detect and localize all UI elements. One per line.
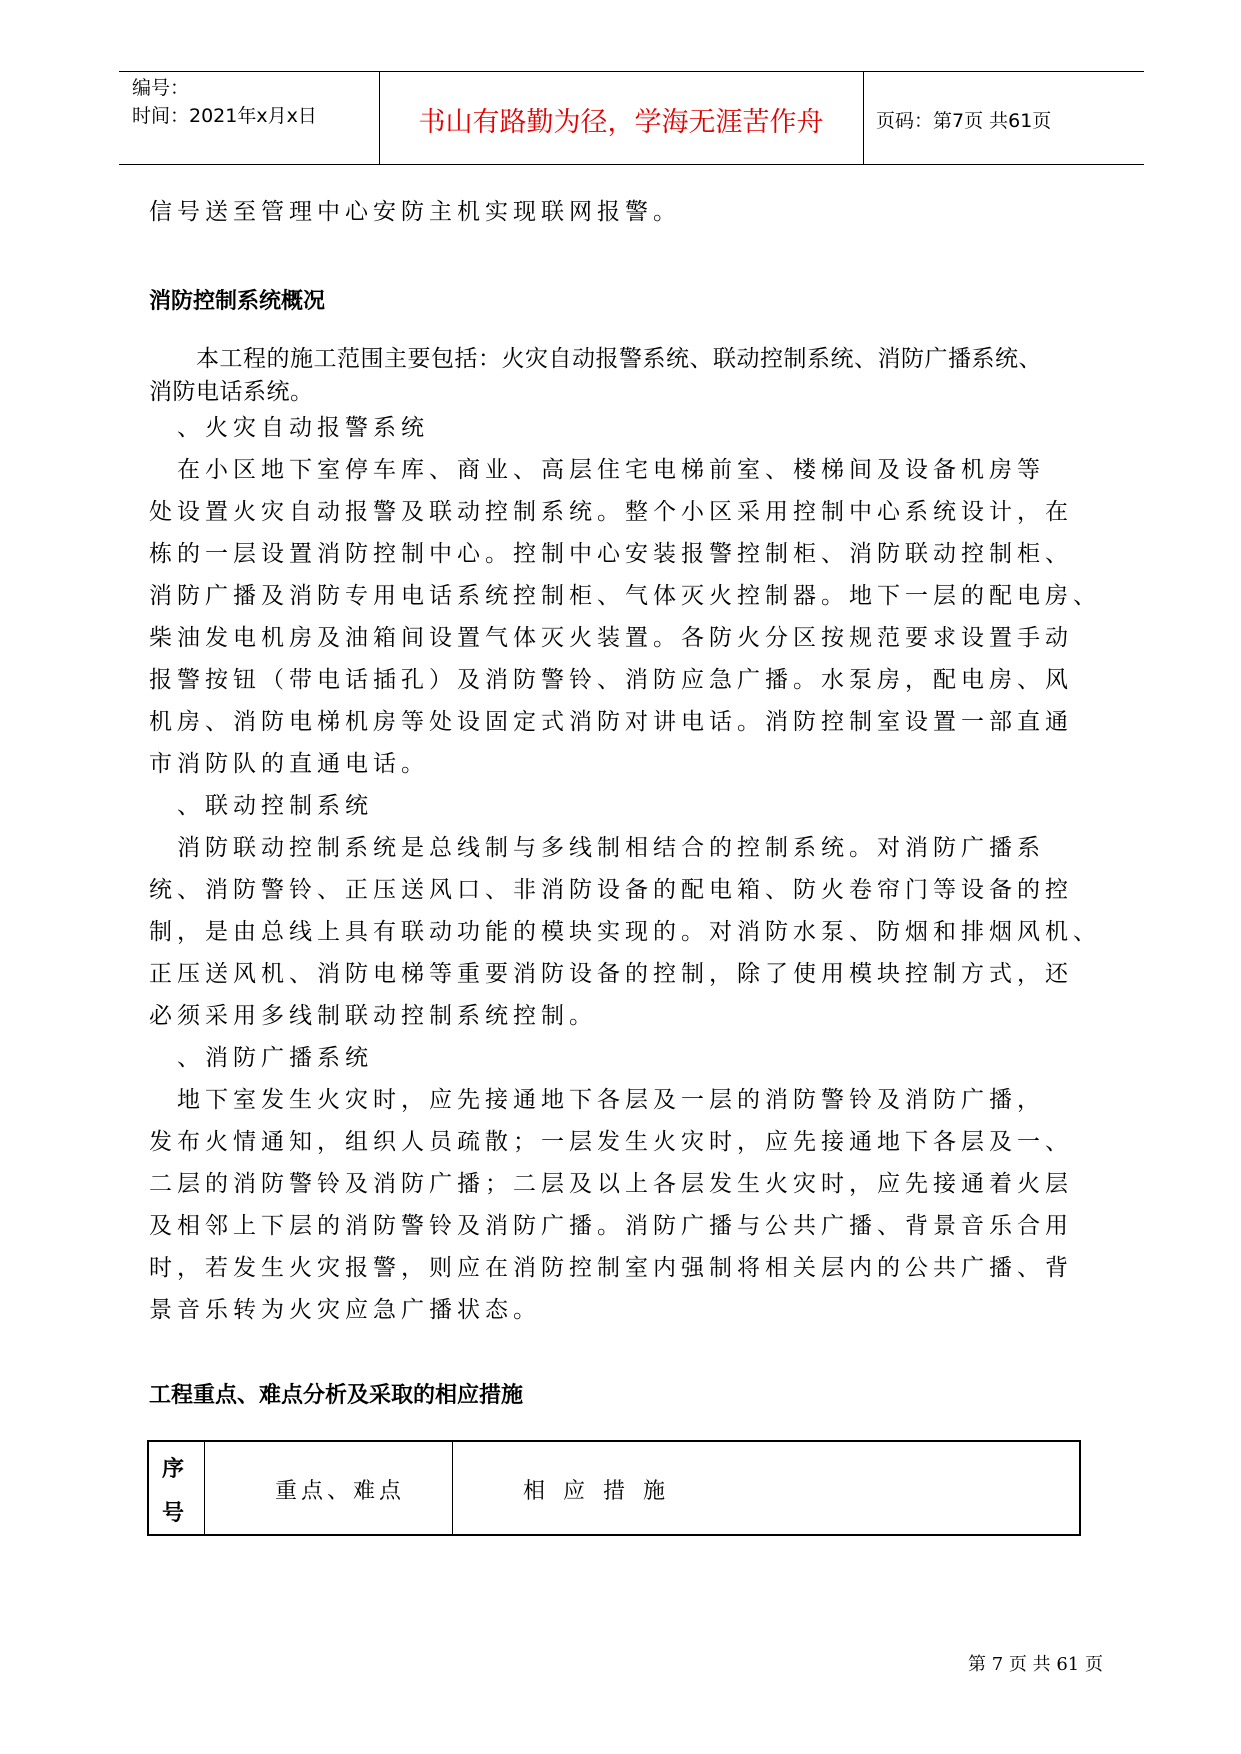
table-column-divider (204, 1442, 205, 1534)
header-bottom-rule (119, 164, 1144, 165)
paragraph-line: 二层的消防警铃及消防广播；二层及以上各层发生火灾时，应先接通着火层 (149, 1171, 1073, 1197)
paragraph-line: 柴油发电机房及油箱间设置气体灭火装置。各防火分区按规范要求设置手动 (149, 625, 1073, 651)
paragraph-line: 时，若发生火灾报警，则应在消防控制室内强制将相关层内的公共广播、背 (149, 1255, 1073, 1281)
page-footer: 第 7 页 共 61 页 (968, 1654, 1103, 1675)
table-header-no-line2: 号 (162, 1501, 185, 1526)
section-heading-key-points: 工程重点、难点分析及采取的相应措施 (149, 1383, 524, 1408)
paragraph-line: 报警按钮（带电话插孔）及消防警铃、消防应急广播。水泵房，配电房、风 (149, 667, 1073, 693)
paragraph-line: 信号送至管理中心安防主机实现联网报警。 (149, 199, 681, 225)
paragraph-line: 正压送风机、消防电梯等重要消防设备的控制，除了使用模块控制方式，还 (149, 961, 1073, 987)
paragraph-line: 景音乐转为火灾应急广播状态。 (149, 1297, 541, 1323)
table-header-no-line1: 序 (162, 1457, 185, 1482)
table-column-divider (452, 1442, 453, 1534)
paragraph-line: 消防广播及消防专用电话系统控制柜、气体灭火控制器。地下一层的配电房、 (149, 583, 1101, 609)
paragraph-line: 在小区地下室停车库、商业、高层住宅电梯前室、楼梯间及设备机房等 (149, 457, 1045, 483)
header-number-label: 编号： (132, 77, 190, 99)
paragraph-line: 栋的一层设置消防控制中心。控制中心安装报警控制柜、消防联动控制柜、 (149, 541, 1073, 567)
paragraph-line: 制，是由总线上具有联动功能的模块实现的。对消防水泵、防烟和排烟风机、 (149, 919, 1101, 945)
paragraph-line: 处设置火灾自动报警及联动控制系统。整个小区采用控制中心系统设计，在 (149, 499, 1073, 525)
table-header-key-points: 重点、难点 (275, 1479, 406, 1504)
subsection-heading: 、火灾自动报警系统 (149, 415, 429, 441)
header-divider-right (863, 71, 864, 164)
paragraph-line: 市消防队的直通电话。 (149, 751, 429, 777)
paragraph-line: 本工程的施工范围主要包括：火灾自动报警系统、联动控制系统、消防广播系统、 (149, 346, 1042, 372)
paragraph-line: 及相邻上下层的消防警铃及消防广播。消防广播与公共广播、背景音乐合用 (149, 1213, 1073, 1239)
header-top-rule (119, 71, 1144, 72)
table-header-measures: 相应措施 (523, 1479, 684, 1504)
header-time-label: 时间：2021年x月x日 (132, 105, 317, 127)
section-heading-fire-control: 消防控制系统概况 (149, 289, 326, 314)
paragraph-line: 消防电话系统。 (149, 379, 314, 405)
paragraph-line: 消防联动控制系统是总线制与多线制相结合的控制系统。对消防广播系 (149, 835, 1045, 861)
paragraph-line: 发布火情通知，组织人员疏散；一层发生火灾时，应先接通地下各层及一、 (149, 1129, 1073, 1155)
paragraph-line: 机房、消防电梯机房等处设固定式消防对讲电话。消防控制室设置一部直通 (149, 709, 1073, 735)
key-points-table (147, 1440, 1081, 1536)
subsection-heading: 、联动控制系统 (149, 793, 373, 819)
paragraph-line: 必须采用多线制联动控制系统控制。 (149, 1003, 597, 1029)
header-motto: 书山有路勤为径，学海无涯苦作舟 (418, 107, 824, 138)
subsection-heading: 、消防广播系统 (149, 1045, 373, 1071)
paragraph-line: 地下室发生火灾时，应先接通地下各层及一层的消防警铃及消防广播， (149, 1087, 1045, 1113)
header-page-label: 页码：第7页 共61页 (876, 110, 1052, 132)
paragraph-line: 统、消防警铃、正压送风口、非消防设备的配电箱、防火卷帘门等设备的控 (149, 877, 1073, 903)
